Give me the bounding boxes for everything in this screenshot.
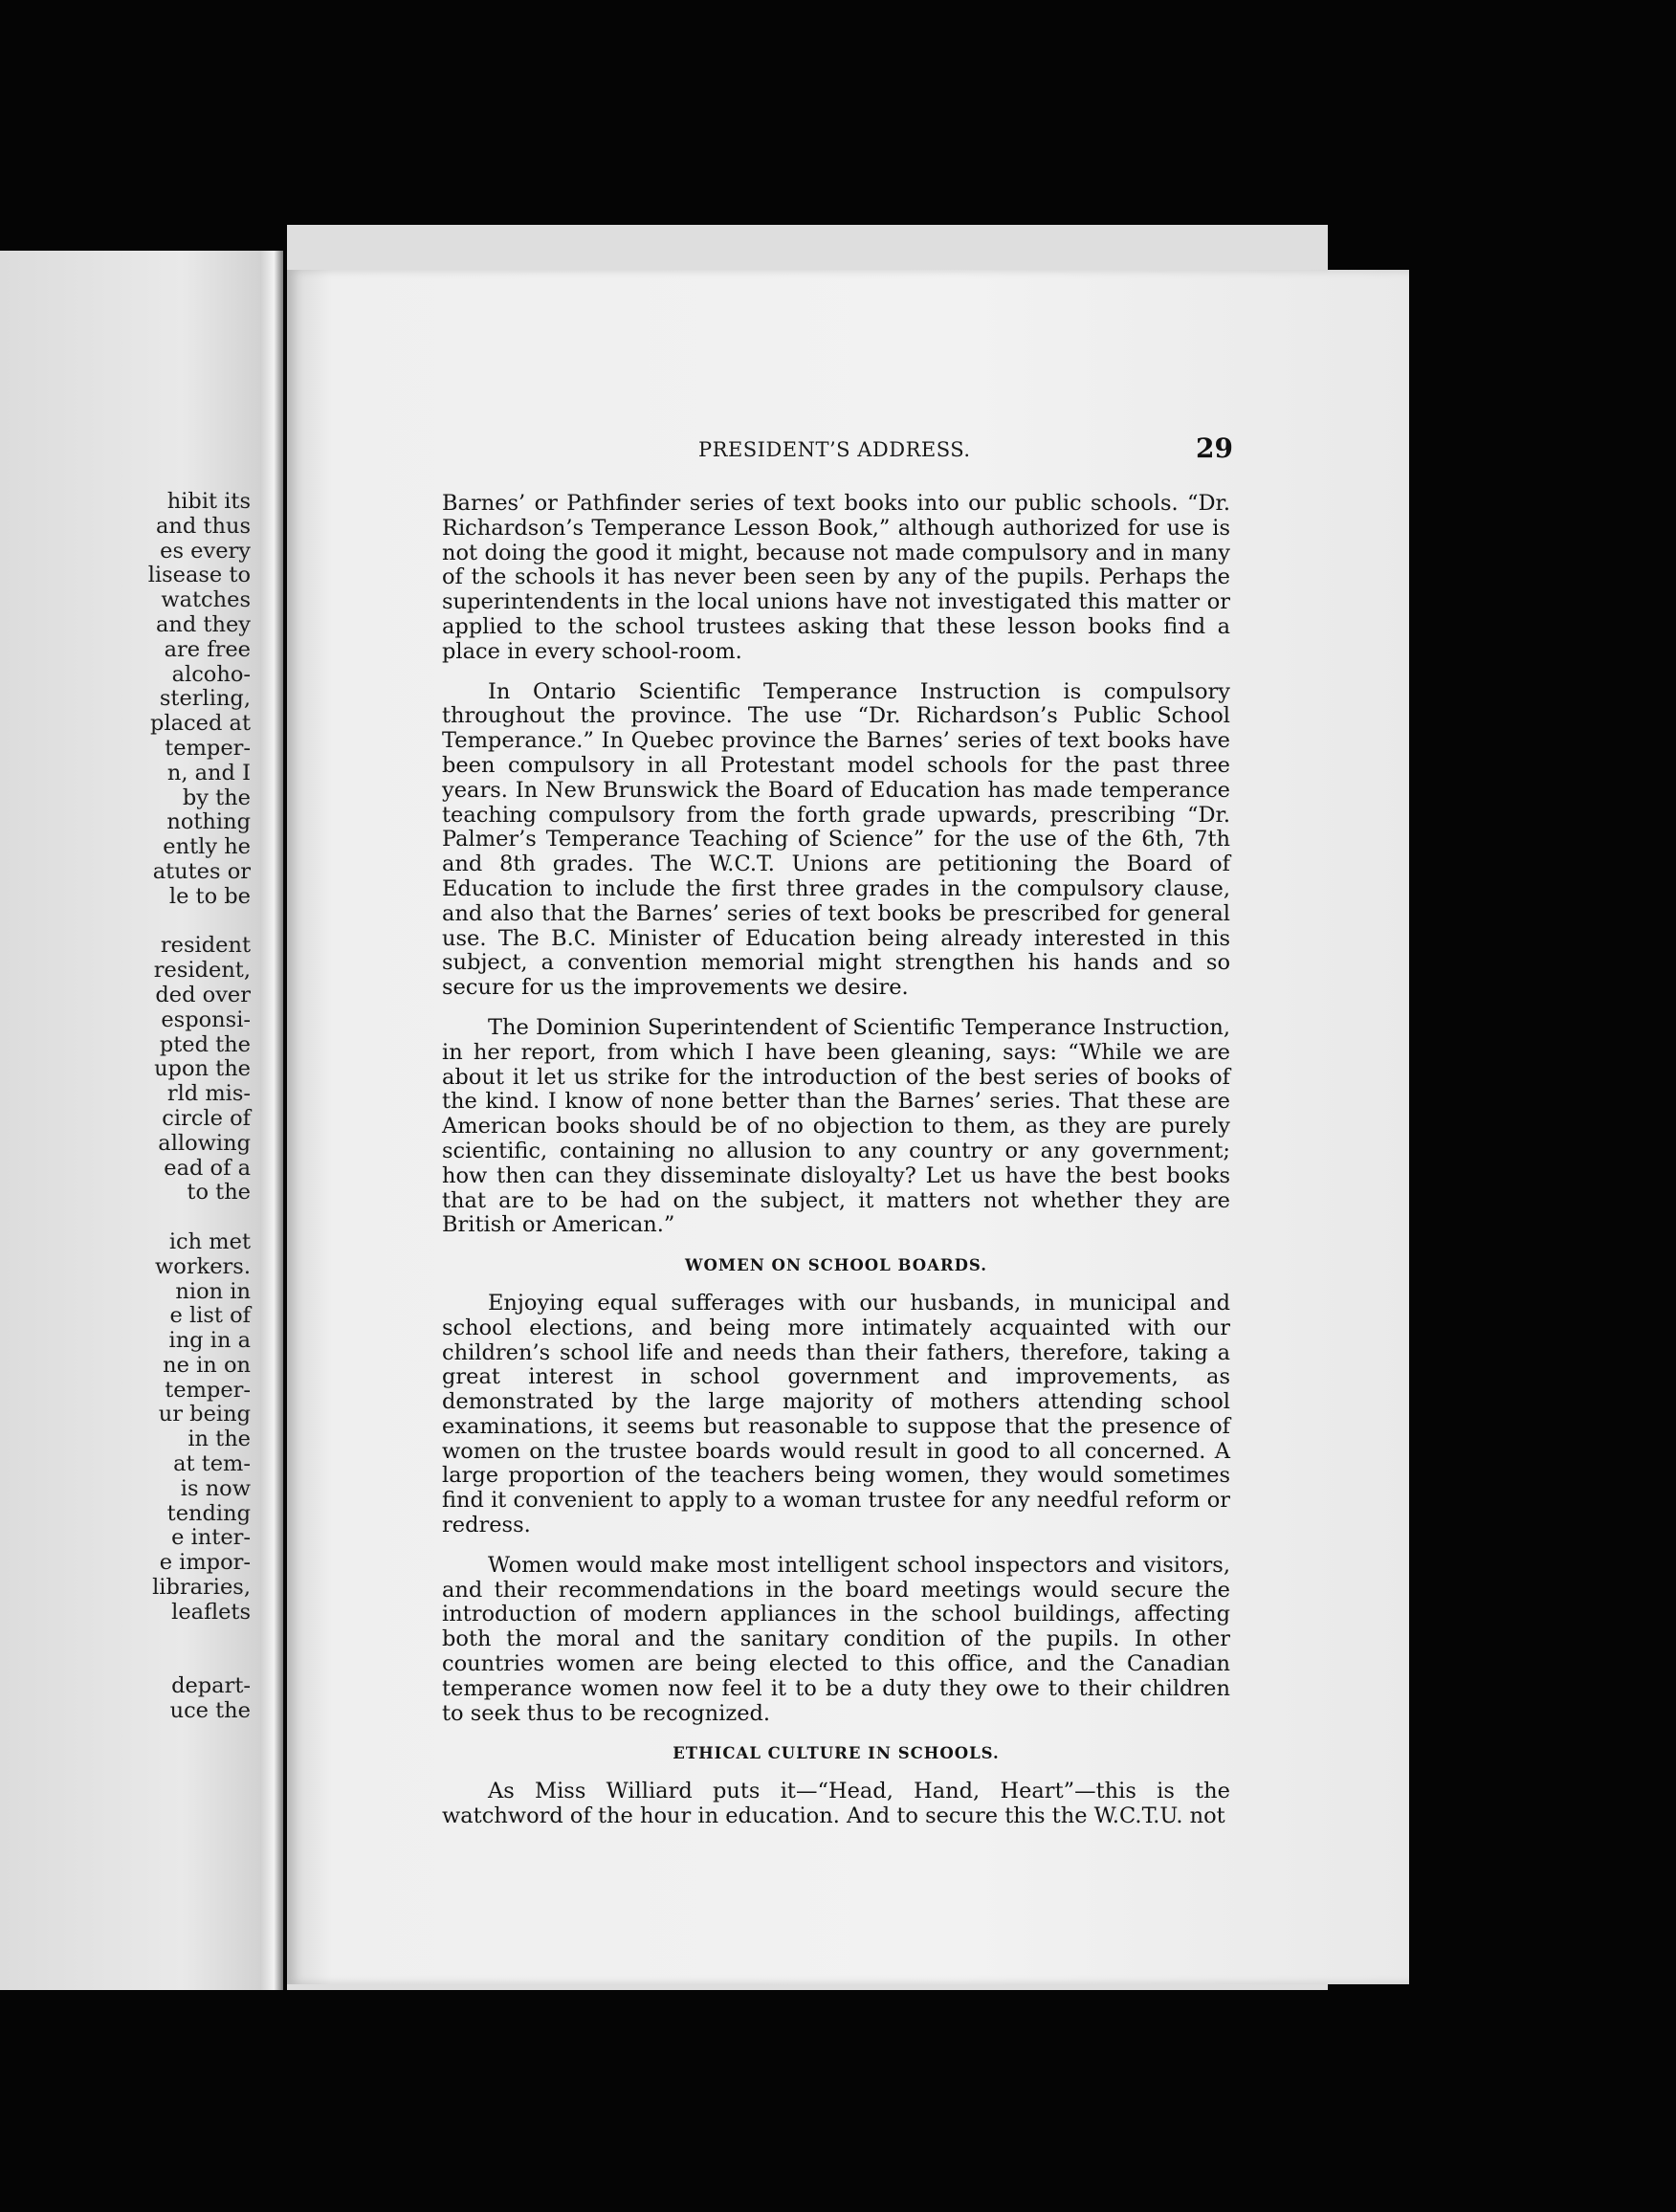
left-page-line: lisease to (147, 563, 251, 588)
paragraph-dominion: The Dominion Superintendent of Scientific Temperance Instruction, in her report, from which I have been gleaning, says: “While we are about it let us strike for the introduction of the best series of books of the kind. I know of none better than the Barnes’ series. That these are American books should be of no objection to them, as they are purely scientific, containing no allusion to any country or any government; how then can they disseminate disloyalty? Let us have the best books that are to be had on the subject, it matters not whether they are British or American.” (442, 1014, 1230, 1238)
running-title: PRESIDENT’S ADDRESS. (698, 438, 971, 461)
left-page-line: es every (160, 538, 251, 564)
page-body (442, 492, 1230, 1845)
left-page-line (148, 1649, 251, 1674)
left-page-line: is now (180, 1475, 251, 1501)
section-heading-ethical: ETHICAL CULTURE IN SCHOOLS. (673, 1744, 1000, 1763)
section-heading-women: WOMEN ON SCHOOL BOARDS. (684, 1256, 988, 1275)
left-page-line: ing in a (168, 1328, 251, 1354)
left-page-line (148, 1626, 251, 1650)
left-page-line: circle of (162, 1105, 251, 1131)
left-page-line: pted the (159, 1031, 251, 1057)
left-page-line: tending (166, 1500, 251, 1526)
paragraph-ethical-1: As Miss Williard puts it—“Head, Hand, Heart”—this is the watchword of the hour in education. And to secure this the W.C.T.U. not (442, 1779, 1230, 1829)
left-page-line: depart- (171, 1673, 251, 1699)
paragraph-women-2: Women would make most intelligent school inspectors and visitors, and their recommendations in the board meetings would secure the introduction of modern appliances in the school buildings, affecting both the moral and the sanitary condition of the pupils. In other countries women are being elected to this office, and the Canadian temperance women now feel it to be a duty they owe to their children to seek thus to be recognized. (442, 1552, 1230, 1726)
left-page-line: temper- (165, 1377, 251, 1403)
left-page-line: temper- (165, 735, 251, 761)
left-page-line: watches (161, 587, 251, 613)
left-page-line: resident (160, 933, 251, 959)
left-page-line: upon the (154, 1056, 251, 1082)
left-page-line: in the (187, 1427, 251, 1452)
left-page-line (148, 910, 251, 935)
left-page-line: nothing (166, 809, 251, 835)
left-page-line: workers. (155, 1253, 251, 1279)
left-page-line: e list of (169, 1303, 251, 1329)
left-page-line: n, and I (166, 760, 251, 785)
left-page-line: atutes or (152, 858, 251, 884)
left-page-line: placed at (150, 711, 251, 737)
left-page-line: leaflets (171, 1599, 251, 1625)
left-page-line: and they (155, 611, 251, 637)
left-page-line: by the (182, 785, 251, 810)
left-page-line: e impor- (159, 1550, 251, 1576)
left-page-line: ently he (163, 834, 251, 860)
book-gutter (260, 251, 283, 1990)
left-page-line: alcoho- (171, 661, 251, 687)
left-page-line: ur being (158, 1402, 251, 1427)
paragraph-women-1: Enjoying equal sufferages with our husbands, in municipal and school elections, and being more intimately acquainted with our children’s school life and needs than their fathers, therefore, taking a great interest in school government and improvements, as demonstrated by the large majority of mothers attending school examinations, it seems but reasonable to suppose that the presence of women on the trustee boards would result in good to all concerned. A large proportion of the teachers being women, they would sometimes find it convenient to apply to a woman trustee for any needful reform or redress. (442, 1290, 1230, 1538)
paragraph-continued: Barnes’ or Pathfinder series of text books into our public schools. “Dr. Richardson’s Temperance Lesson Book,” although authorized for use is not doing the good it might, because not made compulsory and in many of the schools it has never been seen by any of the pupils. Perhaps the superintendents in the local unions have not investigated this matter or applied to the school trustees asking that these lesson books find a place in every school-room. (442, 491, 1230, 664)
left-page-line: ded over (155, 982, 251, 1007)
left-page (0, 251, 260, 1990)
left-page-text-column (148, 490, 251, 1724)
left-page-line: resident, (153, 958, 251, 984)
left-page-line: sterling, (159, 686, 251, 712)
left-page-line: le to be (168, 883, 251, 909)
left-page-line: libraries, (152, 1575, 251, 1601)
left-page-line: rld mis- (166, 1081, 251, 1107)
left-page-line: esponsi- (161, 1006, 251, 1032)
left-page-line: nion in (175, 1278, 251, 1304)
paragraph-ontario: In Ontario Scientific Temperance Instruction is compulsory throughout the province. The use “Dr. Richardson’s Public School Temperance.” In Quebec province the Barnes’ series of text books have been compulsory in all Protestant model schools for the past three years. In New Brunswick the Board of Education has made temperance teaching compulsory from the forth grade upwards, prescribing “Dr. Palmer’s Temperance Teaching of Science” for the use of the 6th, 7th and 8th grades. The W.C.T. Unions are petitioning the Board of Education to include the first three grades in the compulsory clause, and also that the Barnes’ series of text books be prescribed for general use. The B.C. Minister of Education being already interested in this subject, a convention memorial might strengthen his hands and so secure for us the improvements we desire. (442, 678, 1230, 1001)
left-page-line: ne in on (163, 1352, 251, 1378)
left-page-line: hibit its (166, 489, 251, 514)
left-page-line: ead of a (164, 1155, 251, 1181)
left-page-line: ich met (168, 1228, 251, 1254)
left-page-line: at tem- (173, 1451, 251, 1477)
left-page-line: e inter- (171, 1525, 251, 1551)
page-number: 29 (1196, 432, 1233, 464)
left-page-line: uce the (169, 1698, 251, 1724)
left-page-line: allowing (158, 1130, 251, 1156)
left-page-line: and thus (155, 513, 251, 539)
left-page-line: are free (164, 636, 251, 662)
left-page-line: to the (187, 1180, 251, 1206)
left-page-line (148, 1206, 251, 1230)
